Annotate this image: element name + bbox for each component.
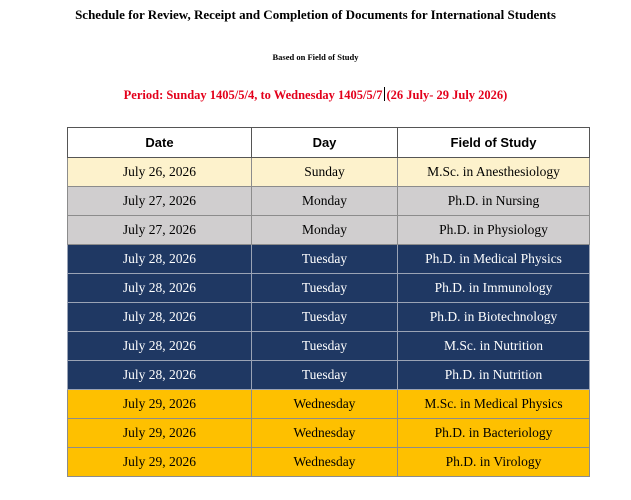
cell-date: July 28, 2026 bbox=[68, 361, 252, 390]
cell-field: Ph.D. in Virology bbox=[398, 448, 590, 477]
header-day: Day bbox=[252, 128, 398, 158]
table-row bbox=[68, 303, 590, 332]
period-gregorian-range: (26 July- 29 July 2026) bbox=[386, 88, 508, 102]
cell-date: July 28, 2026 bbox=[68, 245, 252, 274]
table-row bbox=[68, 216, 590, 245]
cell-field: Ph.D. in Biotechnology bbox=[398, 303, 590, 332]
cell-field: M.Sc. in Anesthesiology bbox=[398, 158, 590, 187]
cell-field: M.Sc. in Medical Physics bbox=[398, 390, 590, 419]
cell-date: July 27, 2026 bbox=[68, 216, 252, 245]
table-row bbox=[68, 158, 590, 187]
cell-date: July 28, 2026 bbox=[68, 303, 252, 332]
document-subtitle: Based on Field of Study bbox=[272, 52, 359, 62]
header-date: Date bbox=[68, 128, 252, 158]
cell-day: Tuesday bbox=[252, 274, 398, 303]
table-row bbox=[68, 332, 590, 361]
table-row bbox=[68, 419, 590, 448]
cell-day: Tuesday bbox=[252, 303, 398, 332]
table-row bbox=[68, 245, 590, 274]
document-title: Schedule for Review, Receipt and Completion of Documents for International Students bbox=[75, 7, 556, 22]
cell-date: July 26, 2026 bbox=[68, 158, 252, 187]
table-row bbox=[68, 274, 590, 303]
schedule-table bbox=[67, 127, 590, 477]
period-dates: Period: Sunday 1405/5/4, to Wednesday 1405/5/7 bbox=[123, 88, 383, 102]
table-header-row bbox=[68, 128, 590, 158]
cell-date: July 27, 2026 bbox=[68, 187, 252, 216]
cell-field: Ph.D. in Bacteriology bbox=[398, 419, 590, 448]
cell-field: Ph.D. in Nursing bbox=[398, 187, 590, 216]
cell-day: Monday bbox=[252, 187, 398, 216]
cell-field: Ph.D. in Immunology bbox=[398, 274, 590, 303]
cell-date: July 29, 2026 bbox=[68, 419, 252, 448]
table-row bbox=[68, 390, 590, 419]
cell-date: July 28, 2026 bbox=[68, 332, 252, 361]
cell-day: Wednesday bbox=[252, 448, 398, 477]
text-cursor-caret bbox=[384, 87, 385, 101]
cell-day: Monday bbox=[252, 216, 398, 245]
cell-field: Ph.D. in Physiology bbox=[398, 216, 590, 245]
cell-field: Ph.D. in Nutrition bbox=[398, 361, 590, 390]
cell-date: July 28, 2026 bbox=[68, 274, 252, 303]
period-line bbox=[0, 87, 631, 103]
cell-date: July 29, 2026 bbox=[68, 448, 252, 477]
cell-field: M.Sc. in Nutrition bbox=[398, 332, 590, 361]
table-row bbox=[68, 187, 590, 216]
cell-day: Tuesday bbox=[252, 245, 398, 274]
table-row bbox=[68, 361, 590, 390]
cell-date: July 29, 2026 bbox=[68, 390, 252, 419]
table-row bbox=[68, 448, 590, 477]
header-field-of-study: Field of Study bbox=[398, 128, 590, 158]
cell-day: Wednesday bbox=[252, 390, 398, 419]
cell-day: Tuesday bbox=[252, 361, 398, 390]
cell-day: Wednesday bbox=[252, 419, 398, 448]
cell-field: Ph.D. in Medical Physics bbox=[398, 245, 590, 274]
cell-day: Sunday bbox=[252, 158, 398, 187]
cell-day: Tuesday bbox=[252, 332, 398, 361]
